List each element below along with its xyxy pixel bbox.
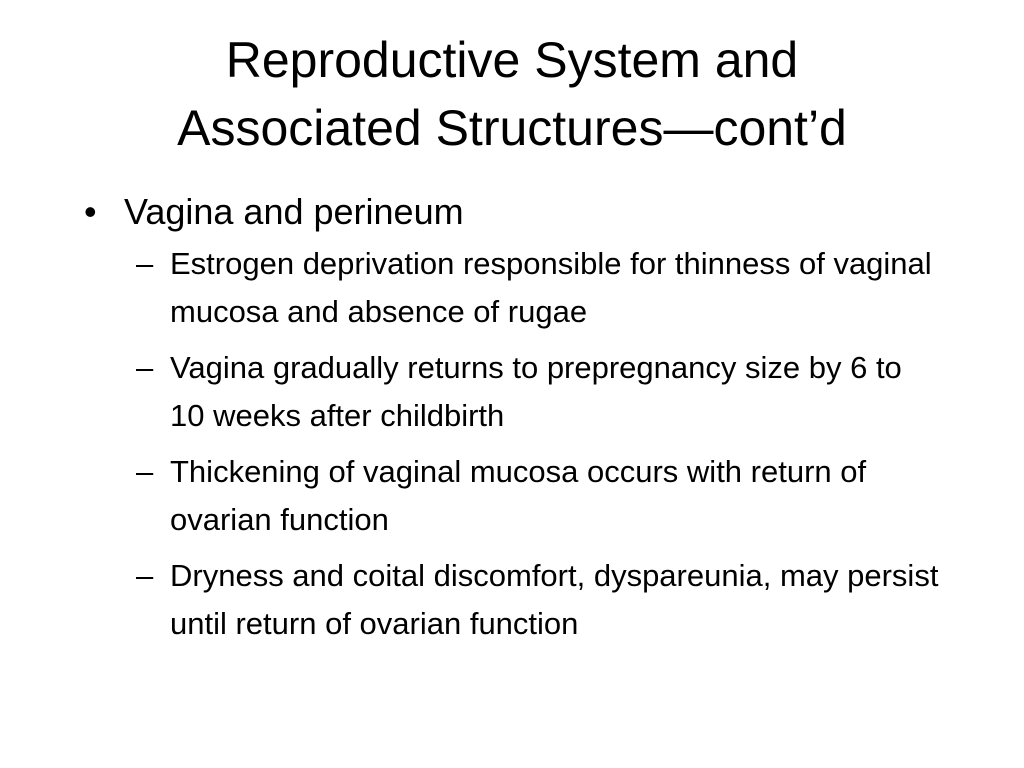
sub-bullet-item <box>136 552 964 648</box>
dash-icon: – <box>136 454 154 489</box>
sub-bullet-item <box>136 344 964 440</box>
dash-icon: – <box>136 246 154 281</box>
sub-bullet-text: Vagina gradually returns to prepregnancy size by 6 to 10 weeks after childbirth <box>170 350 902 433</box>
slide-title <box>60 26 964 162</box>
sub-bullet-text: Dryness and coital discomfort, dyspareunia, may persist until return of ovarian function <box>170 558 939 641</box>
slide-title-line-2: Associated Structures—cont’d <box>177 100 847 156</box>
sub-bullet-text: Thickening of vaginal mucosa occurs with return of ovarian function <box>170 454 867 537</box>
sub-bullet-text: Estrogen deprivation responsible for thinness of vaginal mucosa and absence of rugae <box>170 246 932 329</box>
bullet-text: Vagina and perineum <box>124 191 464 232</box>
dash-icon: – <box>136 350 154 385</box>
dash-icon: – <box>136 558 154 593</box>
sub-bullet-list <box>84 240 964 648</box>
sub-bullet-item <box>136 240 964 336</box>
bullet-item <box>84 190 964 234</box>
sub-bullet-item <box>136 448 964 544</box>
bullet-icon: • <box>84 191 97 232</box>
slide-title-line-1: Reproductive System and <box>225 32 799 88</box>
slide-body <box>84 190 964 656</box>
